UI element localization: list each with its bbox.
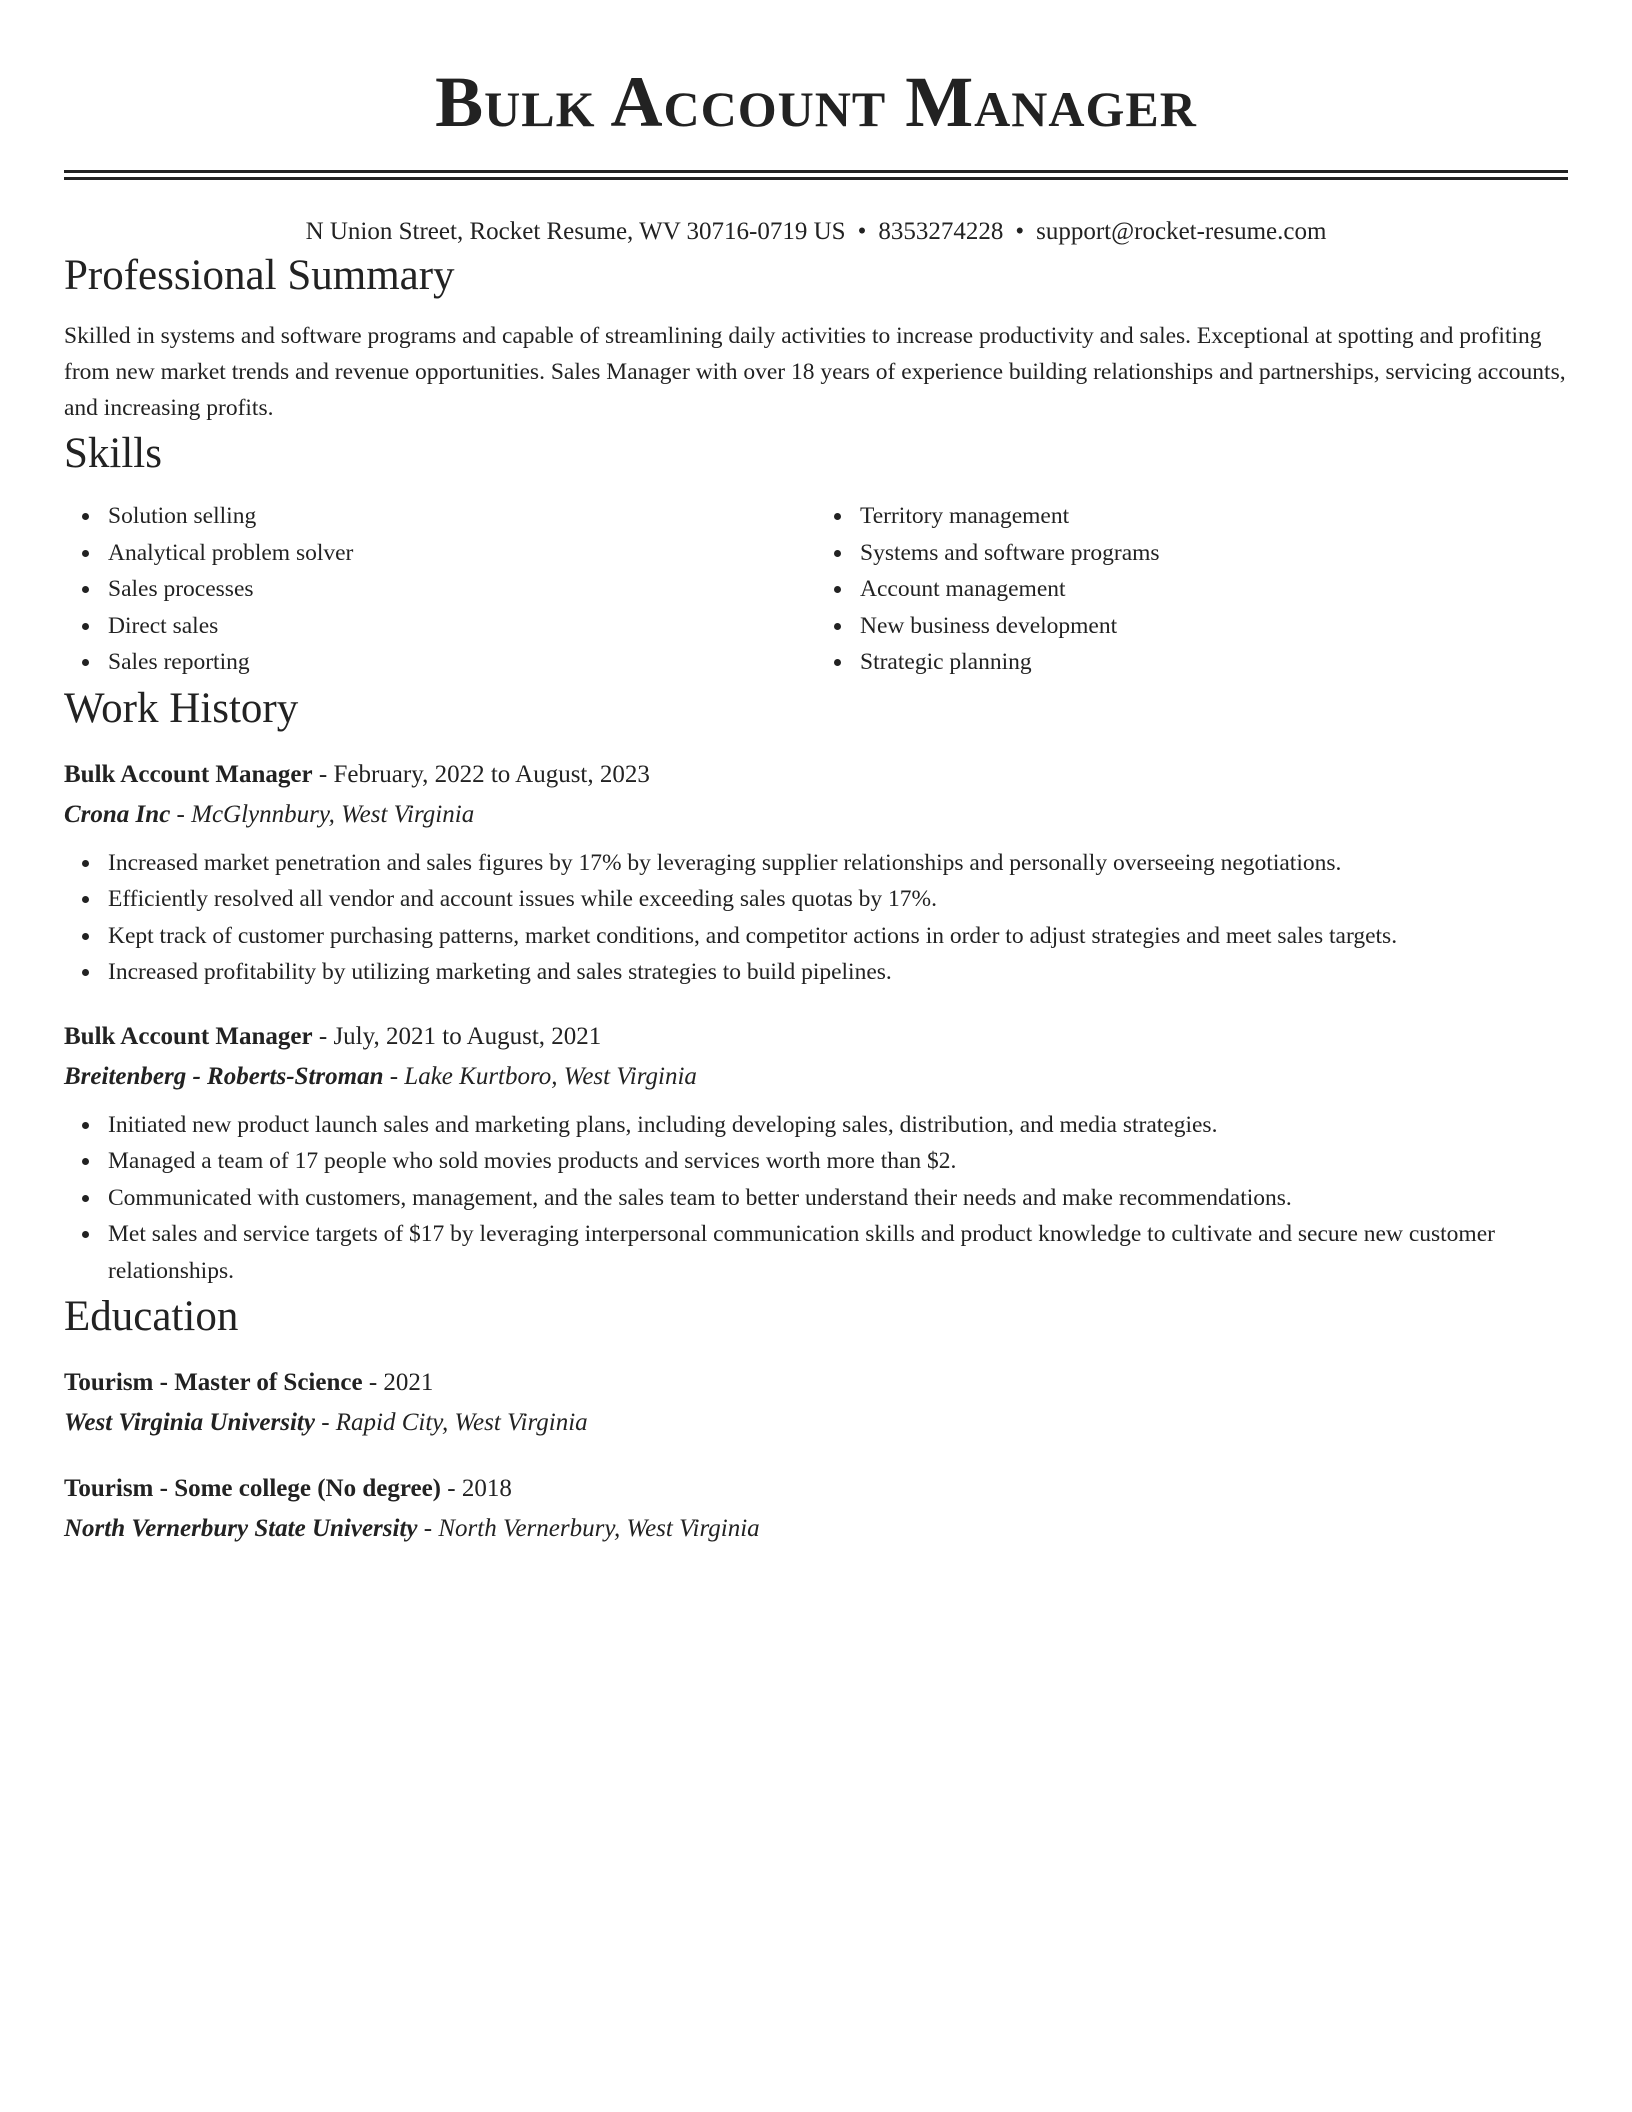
contact-separator: • (1015, 218, 1025, 245)
education-school: North Vernerbury State University (64, 1515, 418, 1542)
job-company: Crona Inc (64, 800, 171, 828)
education-header (64, 1363, 1568, 1403)
job-bullets (64, 1107, 1568, 1290)
work-history-heading: Work History (64, 684, 299, 732)
resume-name: Bulk Account Manager (435, 62, 1197, 142)
job-location: - McGlynnbury, West Virginia (170, 800, 475, 828)
job-dates: - February, 2022 to August, 2023 (312, 760, 650, 788)
job-bullets (64, 845, 1568, 991)
job-position: Bulk Account Manager (64, 1022, 313, 1050)
education-entry (64, 1469, 1568, 1549)
contact-address: N Union Street, Rocket Resume, WV 30716-0719 US (305, 218, 846, 245)
education-location: - North Vernerbury, West Virginia (417, 1515, 760, 1542)
education-degree: Tourism - Some college (No degree) (64, 1475, 442, 1502)
skill-item: Territory management (860, 498, 1568, 535)
education-school: West Virginia University (64, 1409, 315, 1436)
education-year: - 2021 (362, 1369, 434, 1396)
job-bullet: Increased market penetration and sales figures by 17% by leveraging supplier relationships and personally overseeing negotiations. (108, 845, 1568, 882)
education-entry (64, 1363, 1568, 1443)
skill-item: Solution selling (108, 498, 816, 535)
job-bullet: Efficiently resolved all vendor and account issues while exceeding sales quotas by 17%. (108, 881, 1568, 918)
education-year: - 2018 (441, 1475, 512, 1502)
contact-separator: • (857, 218, 867, 245)
job-bullet: Communicated with customers, management, and the sales team to better understand their needs and make recommendations. (108, 1180, 1568, 1217)
education-location: - Rapid City, West Virginia (314, 1409, 588, 1436)
skill-item: Account management (860, 571, 1568, 608)
education-school-line (64, 1403, 1568, 1443)
skill-item: Analytical problem solver (108, 535, 816, 572)
summary-heading: Professional Summary (64, 252, 455, 299)
skill-item: Strategic planning (860, 644, 1568, 681)
skill-item: New business development (860, 608, 1568, 645)
job-dates: - July, 2021 to August, 2021 (312, 1022, 602, 1050)
job-company-line (64, 1057, 1568, 1097)
contact-email: support@rocket-resume.com (1036, 218, 1327, 245)
job-entry (64, 1017, 1568, 1290)
summary-text: Skilled in systems and software programs and capable of streamlining daily activities to increase productivity and sales. Exceptional at spotting and profiting from new market trends and revenue opportunities. Sales Manager with over 18 years of experience building relationships and partnerships, servicing accounts, and increasing profits. (64, 323, 1566, 421)
education-degree: Tourism - Master of Science (64, 1369, 363, 1396)
skills-heading: Skills (64, 430, 162, 477)
education-school-line (64, 1509, 1568, 1549)
job-bullet: Met sales and service targets of $17 by leveraging interpersonal communication skills and product knowledge to cultivate and secure new customer relationships. (108, 1216, 1568, 1289)
job-position: Bulk Account Manager (64, 760, 313, 788)
skill-item: Systems and software programs (860, 535, 1568, 572)
job-header (64, 755, 1568, 795)
skills-column-right (816, 498, 1568, 681)
job-bullet: Initiated new product launch sales and marketing plans, including developing sales, distribution, and media strategies. (108, 1107, 1568, 1144)
job-location: - Lake Kurtboro, West Virginia (383, 1062, 697, 1090)
job-header (64, 1017, 1568, 1057)
job-company-line (64, 795, 1568, 835)
job-entry (64, 755, 1568, 991)
contact-phone: 8353274228 (878, 218, 1004, 245)
contact-line (64, 216, 1568, 248)
skill-item: Sales processes (108, 571, 816, 608)
job-bullet: Increased profitability by utilizing marketing and sales strategies to build pipelines. (108, 954, 1568, 991)
skills-column-left (64, 498, 816, 681)
job-bullet: Managed a team of 17 people who sold movies products and services worth more than $2. (108, 1143, 1568, 1180)
education-heading: Education (64, 1293, 239, 1340)
job-bullet: Kept track of customer purchasing patterns, market conditions, and competitor actions in order to adjust strategies and meet sales targets. (108, 918, 1568, 955)
skills-list (64, 498, 1568, 681)
skill-item: Direct sales (108, 608, 816, 645)
header-divider (64, 170, 1568, 180)
skill-item: Sales reporting (108, 644, 816, 681)
job-company: Breitenberg - Roberts-Stroman (64, 1062, 384, 1090)
education-header (64, 1469, 1568, 1509)
